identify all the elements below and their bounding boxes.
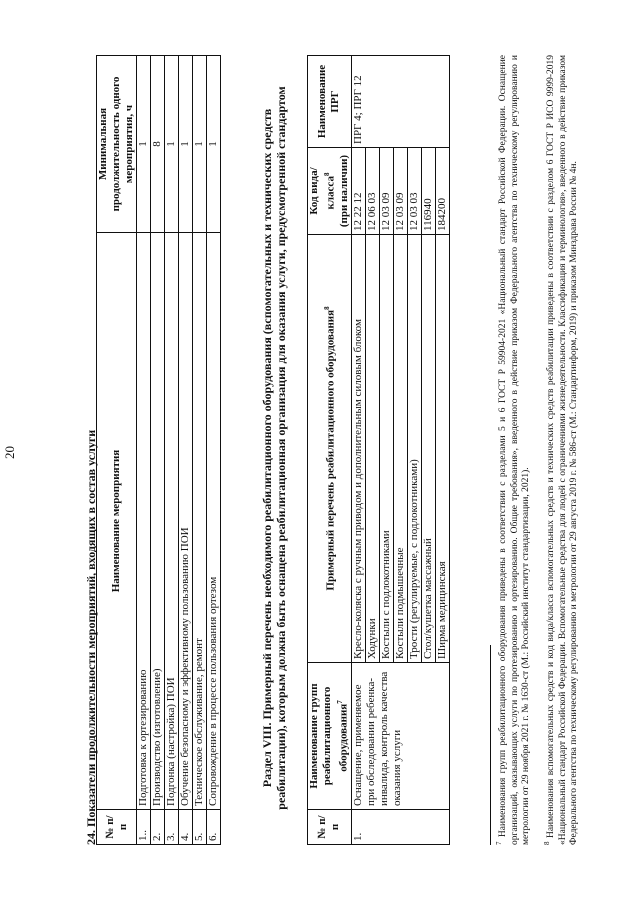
footnote-divider	[490, 645, 491, 845]
table-row	[351, 56, 365, 845]
row-code: 116940	[421, 148, 435, 235]
header-num: № п/п	[97, 810, 137, 845]
row-code: 184200	[435, 148, 449, 235]
header-equipment-list	[308, 235, 352, 663]
row-event-name: Обучение безопасному и эффективному пользованию ПОИ	[179, 233, 193, 810]
row-duration: 1	[165, 56, 179, 233]
row-duration: 1	[137, 56, 151, 233]
row-equipment-name: Ширма медицинская	[435, 235, 449, 663]
section-title-line-2: реабилитации), которым должна быть оснащена реабилитационная организация для оказания услуги, предусмотренной стандартом	[274, 86, 288, 810]
footnote-mark: 8	[543, 841, 551, 845]
row-equipment-name: Кресло-коляска с ручным приводом и дополнительным силовым блоком	[351, 235, 365, 663]
page-number: 20	[2, 446, 17, 459]
row-code: 12 06 03	[365, 148, 379, 235]
header-list-text: Примерный перечень реабилитационного оборудования	[324, 309, 337, 591]
row-num: 2.	[151, 810, 165, 845]
row-equipment-name: Стол/кушетка массажный	[421, 235, 435, 663]
header-group-text: Наименование групп реабилитационного оборудования	[308, 683, 350, 789]
row-equipment-name: Трости (регулируемые, с подлокотниками)	[407, 235, 421, 663]
footnote-7	[494, 55, 533, 845]
row-num: 1.	[351, 810, 449, 845]
row-event-name: Производство (изготовление)	[151, 233, 165, 810]
row-duration: 1	[179, 56, 193, 233]
row-group: Оснащение, применяемое при обследовании ребенка-инвалида, контроль качества оказания услуги	[351, 663, 449, 810]
header-event-name: Наименование мероприятия	[97, 233, 137, 810]
footnote-7-text: Наименования групп реабилитационного оборудования приведены в соответствии с разделами 5 и 6 ГОСТ Р 59904-2021 «Национальный стандарт Российской Федерации. Оснащение организаций, оказывающих услуги по протезированию и ортезированию. Общие требования», введенного в действие приказом Федерального агентства по техническому регулированию и метрологии от 29 ноября 2021 г. № 1630-ст (М.: Российский институт стандартизации, 2021).	[498, 54, 532, 845]
durations-table	[96, 55, 221, 845]
row-num: 4.	[179, 810, 193, 845]
header-duration: Минимальная продолжительность одного мероприятия, ч	[97, 56, 137, 233]
section-title-equipment	[260, 63, 288, 833]
footnote-8	[542, 55, 581, 845]
durations-header-row	[97, 56, 137, 845]
section-title-durations: 24. Показатели продолжительности мероприятий, входящих в состав услуги	[84, 429, 98, 845]
row-event-name: Сопровождение в процессе пользования ортезом	[207, 233, 221, 810]
header-code-text: Код вида/класса	[308, 167, 337, 215]
footnote-ref: 8	[323, 306, 331, 310]
row-num: 5.	[193, 810, 207, 845]
table-row	[207, 56, 221, 845]
footnote-8-text: Наименования вспомогательных средств и код вида/класса вспомогательных средств и технических средств реабилитации приведены в соответствии с разделом 6 ГОСТ Р ИСО 9999-2019 «Национальный стандарт Российской Федерации. Вспомогательные средства для людей с ограничениями жизнедеятельности. Классификация и терминология», введенного в действие приказом Федерального агентства по техническому регулированию и метрологии от 29 августа 2019 г. № 586-ст (М.: Стандартинформ, 2019) и приказом Минздрава России № 4н.	[546, 55, 580, 845]
header-prg: Наименование ПРГ	[308, 56, 352, 148]
row-num: 6.	[207, 810, 221, 845]
footnote-mark: 7	[495, 841, 503, 845]
footnote-ref: 7	[336, 700, 344, 704]
row-code: 12 03 09	[379, 148, 393, 235]
row-event-name: Техническое обслуживание, ремонт	[193, 233, 207, 810]
row-code: 12 03 09	[393, 148, 407, 235]
row-duration: 8	[151, 56, 165, 233]
footnote-ref: 8	[323, 172, 331, 177]
table-row	[165, 56, 179, 845]
row-num: 3.	[165, 810, 179, 845]
row-equipment-name: Ходунки	[365, 235, 379, 663]
header-code-note: (при наличии)	[337, 154, 350, 228]
row-prg: ПРГ 4; ПРГ 12	[351, 56, 449, 148]
row-equipment-name: Костыли с подлокотниками	[379, 235, 393, 663]
header-code	[308, 148, 352, 235]
equipment-table	[307, 55, 450, 845]
row-event-name: Подгонка (настройка) ПОИ	[165, 233, 179, 810]
table-row	[179, 56, 193, 845]
table-row	[151, 56, 165, 845]
row-code: 12 22 12	[351, 148, 365, 235]
table-row	[137, 56, 151, 845]
header-group	[308, 663, 352, 810]
table-row	[193, 56, 207, 845]
row-code: 12 03 03	[407, 148, 421, 235]
equipment-header-row	[308, 56, 352, 845]
row-equipment-name: Костыли подмышечные	[393, 235, 407, 663]
section-title-line-1: Раздел VIII. Примерный перечень необходимого реабилитационного оборудования (вспомогательных и технических средств	[260, 108, 274, 788]
row-event-name: Подготовка к ортезированию	[137, 233, 151, 810]
header-num: № п/п	[308, 810, 352, 845]
row-num: 1..	[137, 810, 151, 845]
row-duration: 1	[207, 56, 221, 233]
row-duration: 1	[193, 56, 207, 233]
